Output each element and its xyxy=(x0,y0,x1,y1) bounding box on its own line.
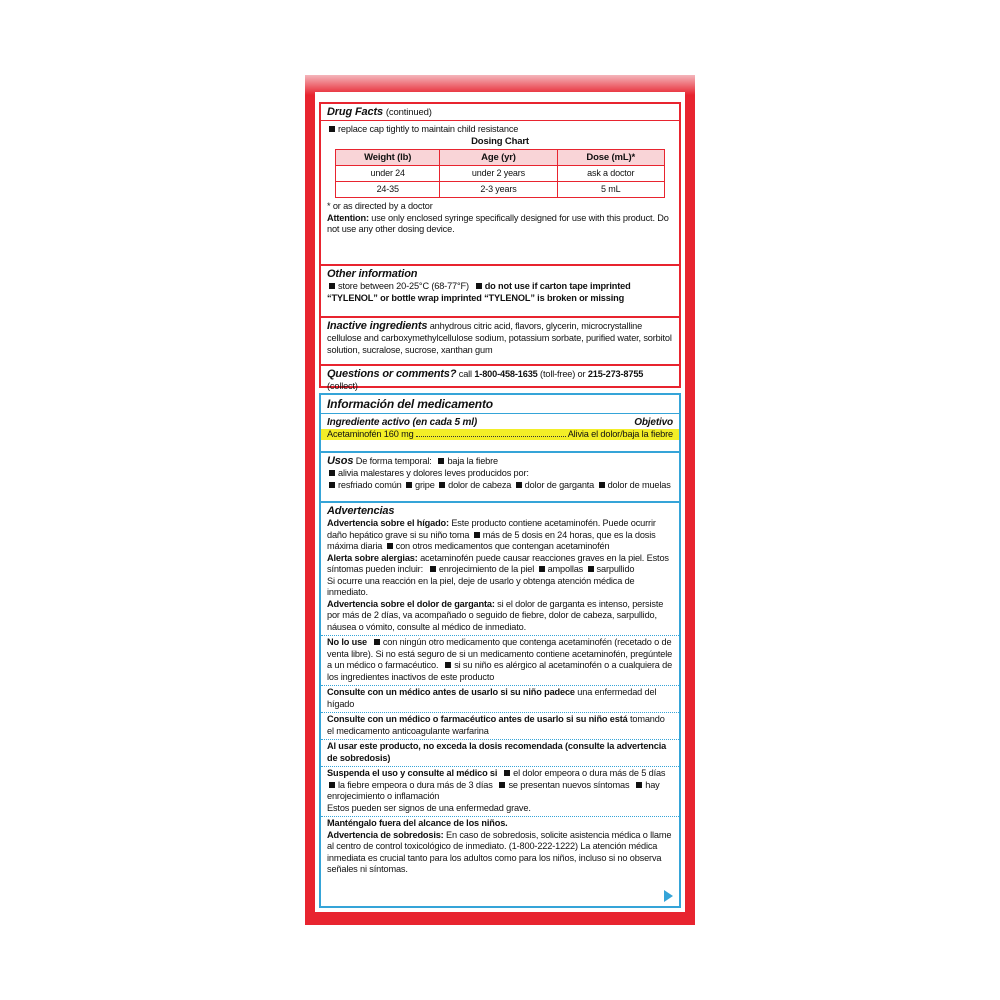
stop-use-text xyxy=(327,768,673,803)
list-item: resfriado común xyxy=(338,479,402,490)
attention-note xyxy=(327,213,673,236)
questions-section xyxy=(319,364,681,391)
list-item: dolor de cabeza xyxy=(448,479,512,490)
questions-text xyxy=(327,368,673,393)
active-ingredient-row xyxy=(321,429,679,441)
no-lo-use-text xyxy=(327,637,673,683)
square-bullet-icon xyxy=(599,482,605,488)
inactive-ingredients-list: anhydrous citric acid, flavors, glycerin, microcrystalline cellulose and carboxymethylcellulose sodium, potassium sorbate, purified water, sorbitol solution, sucralose, sucrose, xanthan gum xyxy=(327,321,672,355)
table-cell: under 24 xyxy=(336,166,440,182)
sore-throat-warning xyxy=(327,599,673,634)
square-bullet-icon xyxy=(406,482,412,488)
active-ingredient-purpose: Alivia el dolor/baja la fiebre xyxy=(567,428,673,439)
list-item: sarpullido xyxy=(596,564,635,574)
arrow-right-icon xyxy=(664,890,673,902)
square-bullet-icon xyxy=(499,782,505,788)
dosing-footnote: * or as directed by a doctor xyxy=(327,201,433,211)
stop-use-bullet-1: el dolor empeora o dura más de 5 días xyxy=(513,768,666,778)
consult-pharmacist-block xyxy=(321,713,679,740)
sore-throat-label: Advertencia sobre el dolor de garganta: xyxy=(327,598,495,609)
table-cell: under 2 years xyxy=(440,166,557,182)
square-bullet-icon xyxy=(329,283,335,289)
usos-relieves: alivia malestares y dolores leves producidos por: xyxy=(338,468,529,478)
inactive-ingredients-text xyxy=(327,320,673,356)
questions-pre: call xyxy=(458,369,472,379)
liver-warning-text: Este producto contiene acetaminofén. Puede ocurrir daño hepático grave si su niño toma xyxy=(327,518,656,540)
replace-cap-text: replace cap tightly to maintain child resistance xyxy=(338,124,519,134)
keep-away-text: Manténgalo fuera del alcance de los niños. xyxy=(327,818,508,828)
collect-phone: 215-273-8755 xyxy=(587,369,644,379)
active-ingredient-name: Acetaminofén 160 mg xyxy=(327,428,414,439)
table-header-row xyxy=(336,150,665,166)
allergy-alert-text: acetaminofén puede causar reacciones graves en la piel. Estos síntomas pueden incluir: xyxy=(327,552,669,574)
stop-use-block xyxy=(321,767,679,817)
usos-line-2 xyxy=(327,468,673,480)
list-item: ampollas xyxy=(547,564,584,574)
square-bullet-icon xyxy=(636,782,642,788)
advertencias-title: Advertencias xyxy=(327,505,395,517)
table-cell: 2-3 years xyxy=(440,182,557,198)
table-cell: ask a doctor xyxy=(557,166,665,182)
tamper-warning-text: do not use if carton tape imprinted “TYLENOL” or bottle wrap imprinted “TYLENOL” is broken or missing xyxy=(327,281,631,303)
when-using-text: Al usar este producto, no exceda la dosis recomendada (consulte la advertencia de sobredosis) xyxy=(327,741,667,763)
active-ingredient-header xyxy=(327,417,673,429)
square-bullet-icon xyxy=(430,566,436,572)
square-bullet-icon xyxy=(539,566,545,572)
square-bullet-icon xyxy=(445,662,451,668)
list-item: enrojecimiento de la piel xyxy=(438,564,535,574)
allergy-after-text: Si ocurre una reacción en la piel, deje de usarlo y obtenga atención médica de inmediato. xyxy=(327,575,635,597)
informacion-title: Información del medicamento xyxy=(321,397,679,414)
dosing-chart-table xyxy=(335,149,665,198)
square-bullet-icon xyxy=(504,770,510,776)
stop-use-after: Estos pueden ser signos de una enfermedad grave. xyxy=(327,802,531,813)
drug-facts-title: Drug Facts xyxy=(327,106,383,118)
table-header-weight: Weight (lb) xyxy=(336,150,440,166)
usos-title: Usos xyxy=(327,455,354,467)
stop-use-bullet-2: la fiebre empeora o dura más de 3 días xyxy=(338,779,493,790)
usos-line-1 xyxy=(327,455,673,468)
square-bullet-icon xyxy=(439,482,445,488)
square-bullet-icon xyxy=(329,482,335,488)
stop-use-bullet-3: se presentan nuevos síntomas xyxy=(508,779,630,790)
stop-use-label: Suspenda el uso y consulte al médico si xyxy=(327,768,498,778)
inactive-ingredients-section xyxy=(319,316,681,364)
attention-text: use only enclosed syringe specifically designed for use with this product. Do not use any other dosing device. xyxy=(327,212,669,234)
replace-cap-line xyxy=(327,124,673,136)
usos-line-3 xyxy=(327,480,673,492)
toll-free-phone: 1-800-458-1635 xyxy=(474,369,538,379)
sore-throat-text: si el dolor de garganta es intenso, persiste por más de 2 días, va acompañado o seguido de fiebre, dolor de cabeza, sarpullido, náusea o vómito, consulte al médico de inmediato. xyxy=(327,598,664,632)
questions-post: (collect) xyxy=(327,381,358,391)
liver-bullet-1: más de 5 dosis en 24 horas, que es la dosis máxima diaria xyxy=(327,529,656,551)
consult-pharmacist-condition: tomando el medicamento anticoagulante warfarina xyxy=(327,714,665,736)
liver-warning-label: Advertencia sobre el hígado: xyxy=(327,518,449,528)
inactive-ingredients-title: Inactive ingredients xyxy=(327,320,428,332)
table-header-age: Age (yr) xyxy=(440,150,557,166)
usos-section xyxy=(319,451,681,501)
other-information-section xyxy=(319,264,681,316)
list-item: dolor de garganta xyxy=(524,479,595,490)
advertencias-section xyxy=(319,501,681,908)
square-bullet-icon xyxy=(438,458,444,464)
square-bullet-icon xyxy=(387,543,393,549)
overdose-warning xyxy=(327,830,673,876)
allergy-alert-label: Alerta sobre alergias: xyxy=(327,552,418,563)
attention-label: Attention: xyxy=(327,212,369,223)
questions-title: Questions or comments? xyxy=(327,368,457,380)
no-lo-use-block xyxy=(321,636,679,686)
list-item: dolor de muelas xyxy=(607,479,671,490)
consult-doctor-label: Consulte con un médico antes de usarlo si su niño padece xyxy=(327,687,575,697)
list-item: gripe xyxy=(415,479,435,490)
table-cell: 24-35 xyxy=(336,182,440,198)
no-lo-use-label: No lo use xyxy=(327,637,367,647)
allergy-alert xyxy=(327,553,673,576)
square-bullet-icon xyxy=(474,532,480,538)
storage-text: store between 20-25°C (68-77°F) xyxy=(338,281,469,291)
table-row xyxy=(336,182,665,198)
consult-doctor-block xyxy=(321,686,679,713)
when-using-block xyxy=(321,740,679,767)
liver-warning xyxy=(327,518,673,553)
table-cell: 5 mL xyxy=(557,182,665,198)
consult-pharmacist-text xyxy=(327,714,673,737)
objective-label: Objetivo xyxy=(634,417,673,428)
square-bullet-icon xyxy=(374,639,380,645)
liver-bullet-2: con otros medicamentos que contengan acetaminofén xyxy=(395,541,610,551)
consult-doctor-condition: una enfermedad del hígado xyxy=(327,687,657,709)
no-lo-use-bullet-2: si su niño es alérgico al acetaminofén o a cualquiera de los ingredientes inactivos de este producto xyxy=(327,660,673,682)
drug-facts-section xyxy=(319,102,681,264)
drug-facts-panel xyxy=(315,92,685,912)
square-bullet-icon xyxy=(516,482,522,488)
dosing-chart-title: Dosing Chart xyxy=(471,135,529,147)
leader-dots xyxy=(416,429,566,438)
square-bullet-icon xyxy=(476,283,482,289)
drug-facts-title-suffix: (continued) xyxy=(385,107,432,118)
no-lo-use-bullet-1: con ningún otro medicamento que contenga acetaminofén (recetado o de venta libre). Si no está seguro de si un medicamento contiene acetaminofén, pregúntele a un médico o farmacéutico. xyxy=(327,637,673,670)
square-bullet-icon xyxy=(329,470,335,476)
overdose-text: En caso de sobredosis, solicite asistencia médica o llame al centro de control toxicológico de inmediato. (1-800-222-1222) La atención médica inmediata es crucial tanto para los adultos como para los niños, incluso si no observa señales ni síntomas. xyxy=(327,829,672,874)
consult-doctor-text xyxy=(327,687,673,710)
consult-pharmacist-label: Consulte con un médico o farmacéutico antes de usarlo si su niño está xyxy=(327,714,628,724)
square-bullet-icon xyxy=(329,782,335,788)
usos-intro: De forma temporal: xyxy=(355,456,432,466)
table-header-dose: Dose (mL)* xyxy=(557,150,665,166)
overdose-label: Advertencia de sobredosis: xyxy=(327,829,444,840)
square-bullet-icon xyxy=(588,566,594,572)
usos-fever: baja la fiebre xyxy=(447,456,498,466)
square-bullet-icon xyxy=(329,126,335,132)
other-information-title: Other information xyxy=(327,268,418,280)
advertencias-block-1 xyxy=(321,505,679,636)
informacion-section xyxy=(319,393,681,451)
drug-facts-header xyxy=(321,106,679,121)
active-ingredient-label: Ingrediente activo (en cada 5 ml) xyxy=(327,417,478,428)
keep-away-block xyxy=(321,817,679,878)
table-row xyxy=(336,166,665,182)
questions-mid: (toll-free) or xyxy=(540,369,586,379)
other-information-text xyxy=(327,281,673,304)
stop-use-bullet-4: hay enrojecimiento o inflamación xyxy=(327,779,660,801)
